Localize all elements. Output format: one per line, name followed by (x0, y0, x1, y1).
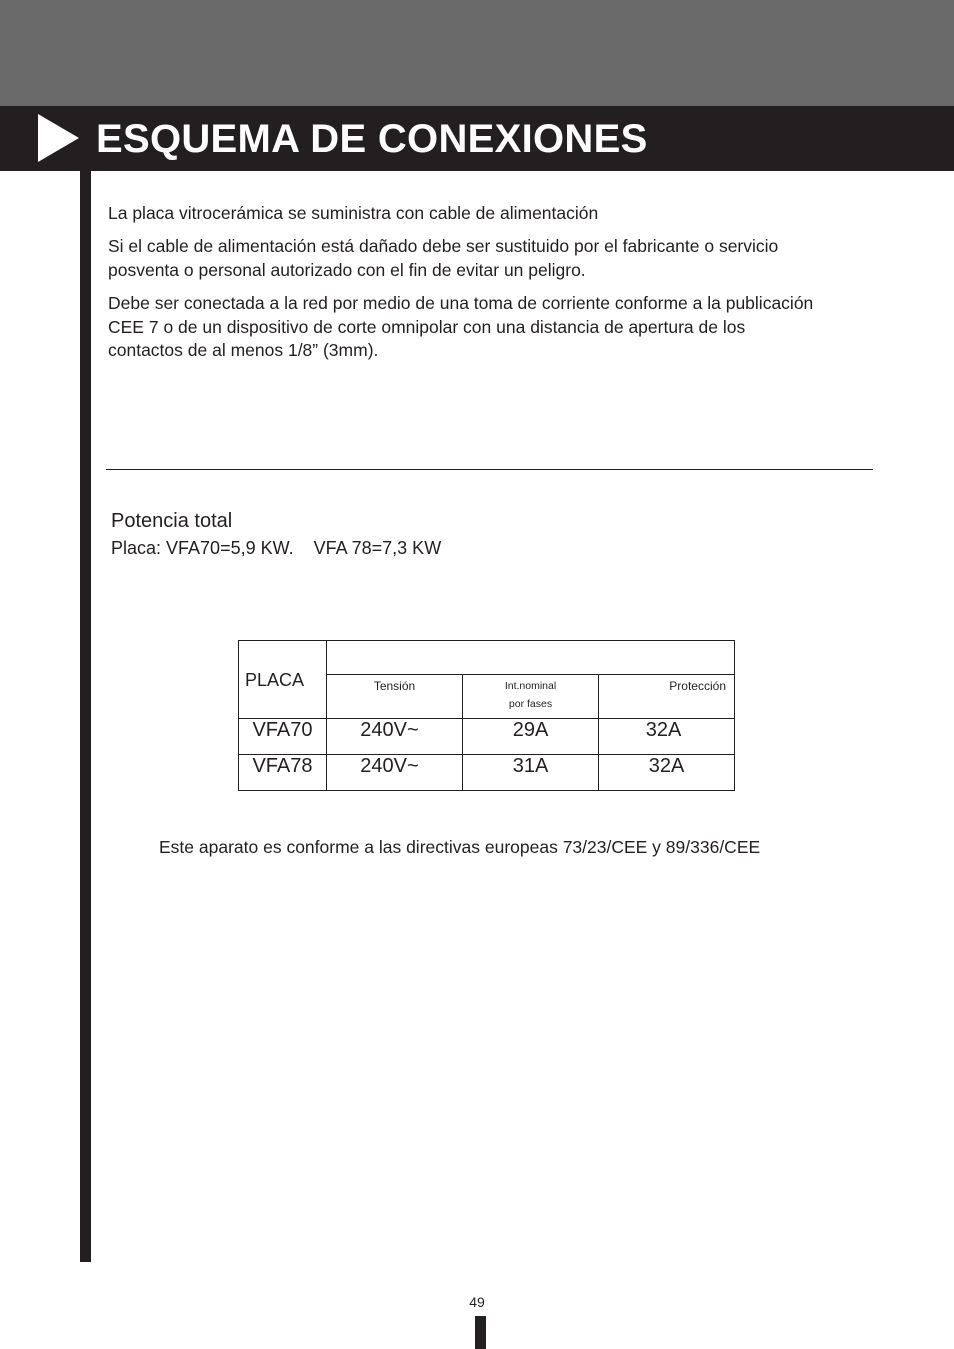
power-values: Placa: VFA70=5,9 KW. VFA 78=7,3 KW (111, 538, 442, 558)
page-tab-marker (475, 1316, 486, 1349)
intro-text: La placa vitrocerámica se suministra con cable de alimentación (108, 203, 599, 223)
conformity-statement: Este aparato es conforme a las directivas europeas 73/23/CEE y 89/336/CEE (159, 837, 761, 857)
header-proteccion-label: Protección (669, 679, 726, 694)
cell-model: VFA78 (239, 755, 327, 791)
cell-tension: 240V~ (327, 719, 463, 755)
title-bar (0, 106, 954, 171)
header-tension-label: Tensión (373, 679, 416, 694)
page-number: 49 (469, 1294, 485, 1310)
section-divider (106, 469, 873, 470)
header-int-nominal (463, 675, 599, 719)
cell-model: VFA70 (239, 719, 327, 755)
connection-spec-table (238, 640, 735, 791)
table-row (239, 719, 735, 755)
intro-text: contactos de al menos 1/8” (3mm). (108, 340, 379, 360)
cell-proteccion: 32A (599, 755, 735, 791)
power-heading: Potencia total (111, 510, 233, 532)
header-int-line2: por fases (508, 698, 553, 711)
header-group-cell (327, 641, 735, 675)
intro-paragraph-3 (108, 292, 878, 363)
cell-int: 29A (463, 719, 599, 755)
intro-text: Si el cable de alimentación está dañado debe ser sustituido por el fabricante o servicio (108, 236, 779, 256)
cell-tension: 240V~ (327, 755, 463, 791)
header-placa (239, 641, 327, 719)
header-int-line1: Int.nominal (504, 680, 557, 693)
left-margin-rule (80, 171, 91, 1262)
cell-proteccion: 32A (599, 719, 735, 755)
page-title: ESQUEMA DE CONEXIONES (96, 117, 648, 161)
header-tension (327, 675, 463, 719)
intro-paragraph-2 (108, 235, 878, 282)
intro-text: CEE 7 o de un dispositivo de corte omnipolar con una distancia de apertura de los (108, 316, 746, 337)
cell-int: 31A (463, 755, 599, 791)
intro-text: Debe ser conectada a la red por medio de una toma de corriente conforme a la publicación (108, 293, 814, 313)
top-gray-band (0, 0, 954, 106)
intro-paragraph-1 (108, 202, 878, 226)
header-proteccion (599, 675, 735, 719)
header-placa-label: PLACA (245, 670, 305, 690)
play-arrow-icon (38, 114, 79, 162)
intro-text: posventa o personal autorizado con el fin de evitar un peligro. (108, 259, 586, 280)
table-row (239, 755, 735, 791)
